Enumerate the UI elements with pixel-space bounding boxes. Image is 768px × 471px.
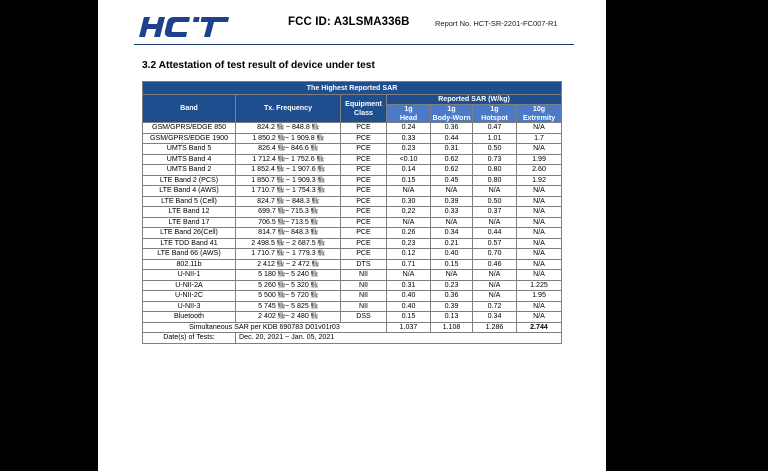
class-cell: NII [341, 291, 387, 302]
class-cell: PCE [341, 154, 387, 165]
frequency-cell: 1 712.4 ㎒~ 1 752.6 ㎒ [236, 154, 341, 165]
table-row [143, 249, 562, 260]
extremity-cell: N/A [517, 217, 562, 228]
body-worn-cell: 0.15 [431, 259, 473, 270]
table-row [143, 154, 562, 165]
band-cell: Bluetooth [143, 312, 236, 323]
body-worn-cell: 0.21 [431, 238, 473, 249]
head-cell: 0.30 [387, 196, 431, 207]
frequency-cell: 1 850.7 ㎒ ~ 1 909.3 ㎒ [236, 175, 341, 186]
band-cell: 802.11b [143, 259, 236, 270]
head-cell: 0.26 [387, 228, 431, 239]
class-cell: PCE [341, 196, 387, 207]
frequency-cell: 5 180 ㎒~ 5 240 ㎒ [236, 270, 341, 281]
hotspot-cell: 0.80 [473, 165, 517, 176]
frequency-cell: 1 850.2 ㎒~ 1 909.8 ㎒ [236, 133, 341, 144]
class-cell: PCE [341, 144, 387, 155]
hotspot-cell: N/A [473, 270, 517, 281]
band-cell: LTE Band 5 (Cell) [143, 196, 236, 207]
hotspot-cell: 0.57 [473, 238, 517, 249]
table-row [143, 291, 562, 302]
hotspot-cell: N/A [473, 186, 517, 197]
col-head: 1g Head [387, 105, 431, 123]
col-frequency: Tx. Frequency [236, 95, 341, 123]
sim-head: 1.037 [387, 322, 431, 333]
table-row [143, 186, 562, 197]
frequency-cell: 1 710.7 ㎒ ~ 1 779.3 ㎒ [236, 249, 341, 260]
extremity-cell: 1.95 [517, 291, 562, 302]
extremity-cell: N/A [517, 144, 562, 155]
band-cell: U-NII-2A [143, 280, 236, 291]
sim-extremity: 2.744 [517, 322, 562, 333]
hotspot-cell: 0.47 [473, 123, 517, 134]
body-worn-cell: 0.62 [431, 165, 473, 176]
dates-label: Date(s) of Tests: [143, 333, 236, 344]
frequency-cell: 1 852.4 ㎒ ~ 1 907.6 ㎒ [236, 165, 341, 176]
frequency-cell: 2 498.5 ㎒ ~ 2 687.5 ㎒ [236, 238, 341, 249]
frequency-cell: 699.7 ㎒~ 715.3 ㎒ [236, 207, 341, 218]
head-cell: 0.24 [387, 123, 431, 134]
body-worn-cell: 0.36 [431, 123, 473, 134]
report-number: Report No. HCT-SR-2201-FC007-R1 [435, 19, 558, 28]
body-worn-cell: 0.44 [431, 133, 473, 144]
table-row [143, 259, 562, 270]
band-cell: UMTS Band 2 [143, 165, 236, 176]
hotspot-cell: 0.44 [473, 228, 517, 239]
hotspot-cell: 0.72 [473, 301, 517, 312]
hct-logo [138, 14, 230, 40]
class-cell: NII [341, 280, 387, 291]
body-worn-cell: N/A [431, 186, 473, 197]
body-worn-cell: 0.34 [431, 228, 473, 239]
body-worn-cell: 0.31 [431, 144, 473, 155]
body-worn-cell: N/A [431, 217, 473, 228]
band-cell: LTE Band 17 [143, 217, 236, 228]
table-row [143, 238, 562, 249]
hotspot-cell: 0.34 [473, 312, 517, 323]
extremity-cell: N/A [517, 238, 562, 249]
fcc-id: FCC ID: A3LSMA336B [288, 16, 410, 28]
table-row [143, 196, 562, 207]
band-cell: GSM/GPRS/EDGE 850 [143, 123, 236, 134]
extremity-cell: 1.99 [517, 154, 562, 165]
hotspot-cell: 0.50 [473, 196, 517, 207]
class-cell: PCE [341, 207, 387, 218]
extremity-cell: N/A [517, 301, 562, 312]
body-worn-cell: 0.23 [431, 280, 473, 291]
extremity-cell: N/A [517, 228, 562, 239]
hotspot-cell: 0.50 [473, 144, 517, 155]
frequency-cell: 2 412 ㎒ ~ 2 472 ㎒ [236, 259, 341, 270]
body-worn-cell: 0.62 [431, 154, 473, 165]
col-extremity: 10g Extremity [517, 105, 562, 123]
hotspot-cell: N/A [473, 217, 517, 228]
extremity-cell: N/A [517, 207, 562, 218]
col-reported-sar: Reported SAR (W/kg) [387, 95, 562, 105]
head-cell: 0.33 [387, 133, 431, 144]
band-cell: LTE TDD Band 41 [143, 238, 236, 249]
body-worn-cell: 0.33 [431, 207, 473, 218]
head-cell: 0.15 [387, 175, 431, 186]
logo-text: HCT [138, 14, 141, 15]
extremity-cell: N/A [517, 259, 562, 270]
table-row [143, 217, 562, 228]
test-dates-row [143, 333, 562, 344]
body-worn-cell: 0.39 [431, 301, 473, 312]
frequency-cell: 5 500 ㎒~ 5 720 ㎒ [236, 291, 341, 302]
hotspot-cell: 0.37 [473, 207, 517, 218]
band-cell: LTE Band 2 (PCS) [143, 175, 236, 186]
table-row [143, 228, 562, 239]
frequency-cell: 2 402 ㎒~ 2 480 ㎒ [236, 312, 341, 323]
extremity-cell: N/A [517, 186, 562, 197]
sar-table [142, 81, 562, 344]
dates-value: Dec. 20, 2021 ~ Jan. 05, 2021 [236, 333, 562, 344]
hotspot-cell: N/A [473, 291, 517, 302]
hotspot-cell: 0.46 [473, 259, 517, 270]
band-cell: U-NII-2C [143, 291, 236, 302]
band-cell: LTE Band 4 (AWS) [143, 186, 236, 197]
extremity-cell: N/A [517, 196, 562, 207]
body-worn-cell: 0.39 [431, 196, 473, 207]
col-hotspot: 1g Hotspot [473, 105, 517, 123]
band-cell: LTE Band 26(Cell) [143, 228, 236, 239]
extremity-cell: 1.7 [517, 133, 562, 144]
frequency-cell: 706.5 ㎒~ 713.5 ㎒ [236, 217, 341, 228]
col-band: Band [143, 95, 236, 123]
extremity-cell: N/A [517, 270, 562, 281]
band-cell: UMTS Band 4 [143, 154, 236, 165]
hotspot-cell: 0.73 [473, 154, 517, 165]
table-row [143, 312, 562, 323]
extremity-cell: N/A [517, 312, 562, 323]
class-cell: PCE [341, 228, 387, 239]
frequency-cell: 824.2 ㎒ ~ 848.8 ㎒ [236, 123, 341, 134]
head-cell: 0.40 [387, 301, 431, 312]
head-cell: 0.71 [387, 259, 431, 270]
table-row [143, 270, 562, 281]
head-cell: N/A [387, 270, 431, 281]
table-row [143, 123, 562, 134]
class-cell: PCE [341, 165, 387, 176]
simultaneous-sar-row [143, 322, 562, 333]
extremity-cell: N/A [517, 123, 562, 134]
extremity-cell: N/A [517, 249, 562, 260]
head-cell: 0.40 [387, 291, 431, 302]
body-worn-cell: 0.13 [431, 312, 473, 323]
extremity-cell: 1.225 [517, 280, 562, 291]
sim-body-worn: 1.108 [431, 322, 473, 333]
header-rule [134, 44, 574, 45]
frequency-cell: 824.7 ㎒ ~ 848.3 ㎒ [236, 196, 341, 207]
class-cell: PCE [341, 133, 387, 144]
head-cell: <0.10 [387, 154, 431, 165]
head-cell: 0.31 [387, 280, 431, 291]
table-row [143, 175, 562, 186]
extremity-cell: 2.60 [517, 165, 562, 176]
document-page [98, 0, 606, 471]
class-cell: PCE [341, 249, 387, 260]
class-cell: PCE [341, 175, 387, 186]
band-cell: LTE Band 66 (AWS) [143, 249, 236, 260]
class-cell: DSS [341, 312, 387, 323]
frequency-cell: 1 710.7 ㎒ ~ 1 754.3 ㎒ [236, 186, 341, 197]
table-row [143, 280, 562, 291]
class-cell: PCE [341, 238, 387, 249]
band-cell: U-NII-1 [143, 270, 236, 281]
head-cell: 0.15 [387, 312, 431, 323]
class-cell: PCE [341, 186, 387, 197]
frequency-cell: 814.7 ㎒~ 848.3 ㎒ [236, 228, 341, 239]
body-worn-cell: 0.36 [431, 291, 473, 302]
class-cell: NII [341, 301, 387, 312]
class-cell: NII [341, 270, 387, 281]
col-equipment-class: Equipment Class [341, 95, 387, 123]
frequency-cell: 5 745 ㎒~ 5 825 ㎒ [236, 301, 341, 312]
hotspot-cell: 0.80 [473, 175, 517, 186]
sar-table-body [143, 123, 562, 323]
frequency-cell: 826.4 ㎒~ 846.6 ㎒ [236, 144, 341, 155]
frequency-cell: 5 260 ㎒~ 5 320 ㎒ [236, 280, 341, 291]
sim-hotspot: 1.286 [473, 322, 517, 333]
hotspot-cell: N/A [473, 280, 517, 291]
class-cell: DTS [341, 259, 387, 270]
head-cell: N/A [387, 217, 431, 228]
head-cell: 0.22 [387, 207, 431, 218]
table-row [143, 133, 562, 144]
hotspot-cell: 0.70 [473, 249, 517, 260]
table-caption: The Highest Reported SAR [143, 82, 562, 95]
band-cell: UMTS Band 5 [143, 144, 236, 155]
class-cell: PCE [341, 123, 387, 134]
band-cell: GSM/GPRS/EDGE 1900 [143, 133, 236, 144]
sim-label: Simultaneous SAR per KDB 690783 D01v01r03 [143, 322, 387, 333]
body-worn-cell: 0.40 [431, 249, 473, 260]
table-row [143, 301, 562, 312]
hotspot-cell: 1.01 [473, 133, 517, 144]
head-cell: 0.14 [387, 165, 431, 176]
body-worn-cell: N/A [431, 270, 473, 281]
head-cell: 0.12 [387, 249, 431, 260]
table-row [143, 144, 562, 155]
col-body-worn: 1g Body-Worn [432, 105, 471, 122]
head-cell: N/A [387, 186, 431, 197]
class-cell: PCE [341, 217, 387, 228]
table-row [143, 207, 562, 218]
head-cell: 0.23 [387, 144, 431, 155]
table-row [143, 165, 562, 176]
section-title: 3.2 Attestation of test result of device under test [142, 60, 375, 71]
head-cell: 0.23 [387, 238, 431, 249]
band-cell: LTE Band 12 [143, 207, 236, 218]
band-cell: U-NII-3 [143, 301, 236, 312]
extremity-cell: 1.92 [517, 175, 562, 186]
body-worn-cell: 0.45 [431, 175, 473, 186]
